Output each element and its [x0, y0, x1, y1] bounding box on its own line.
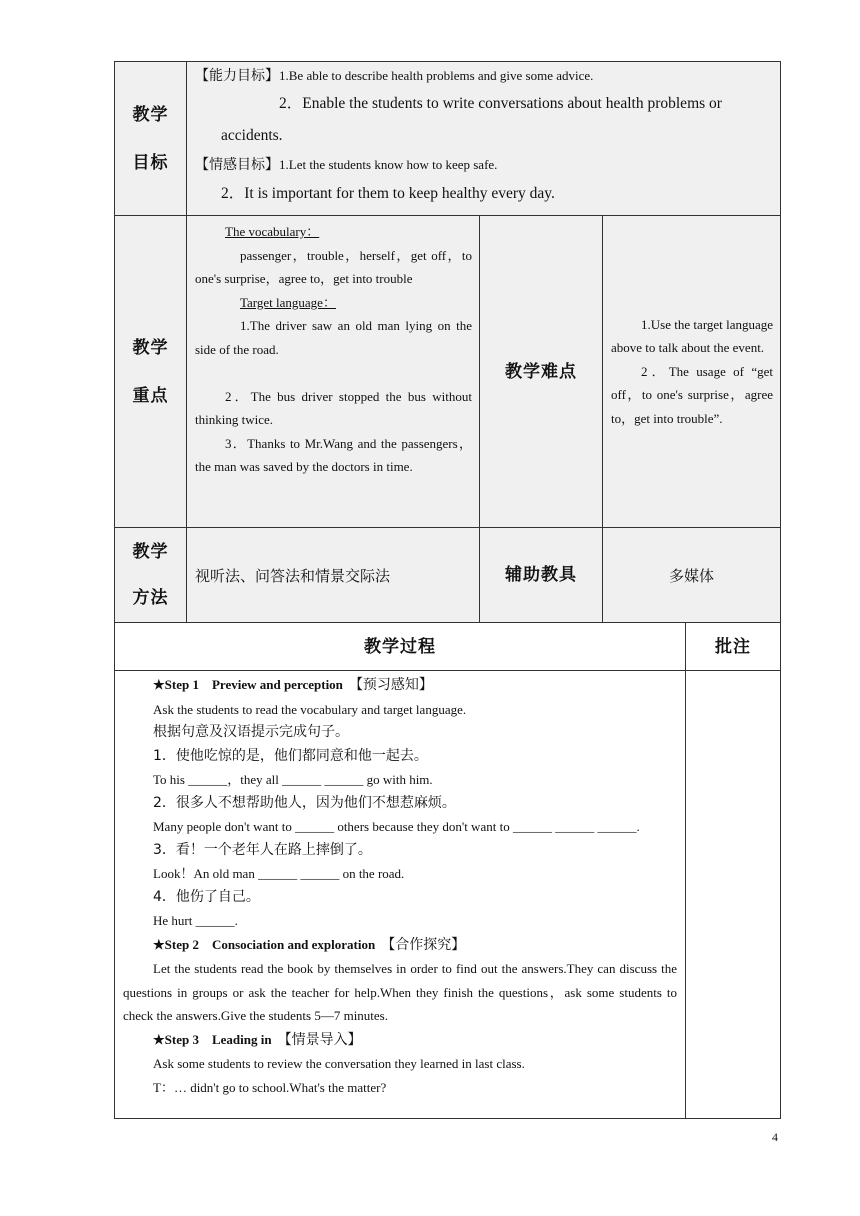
step2-tag: 【合作探究】	[388, 936, 466, 953]
difficulty-2: 2．The usage of “get off，to one's surprise，agree to，get into trouble”.	[611, 363, 774, 426]
methods-text: 视听法、问答法和情景交际法	[187, 528, 480, 623]
process-heading: 教学过程	[115, 623, 686, 671]
process-content	[115, 671, 686, 1119]
difficulties-label: 教学难点	[480, 216, 603, 528]
objectives-label-cell	[115, 62, 187, 216]
difficulties-content	[603, 216, 781, 528]
objectives-content	[187, 62, 781, 216]
question-3-en: Look！An old man ______ ______ on the road.	[153, 866, 405, 881]
ability-2b: accidents.	[221, 127, 283, 144]
step3-title: ★Step 3 Leading in	[153, 1031, 272, 1047]
aids-label: 辅助教具	[480, 528, 603, 623]
ability-label: 【能力目标】	[195, 68, 279, 84]
page-number: 4	[772, 1130, 778, 1144]
emotion-2: 2．It is important for them to keep healthy every day.	[221, 185, 555, 202]
emotion-label: 【情感目标】	[195, 157, 279, 173]
ability-2a: 2．Enable the students to write conversations about health problems or	[279, 95, 722, 112]
step1-intro: Ask the students to read the vocabulary and target language.	[153, 701, 467, 717]
lesson-plan-table	[114, 61, 781, 1119]
methods-label-cell	[115, 528, 187, 623]
difficulty-1: 1.Use the target language above to talk about the event.	[611, 316, 774, 356]
step3-tag: 【情景导入】	[284, 1031, 362, 1048]
step3-dialog: T：… didn't go to school.What's the matter?	[153, 1079, 387, 1095]
question-4-en: He hurt ______.	[153, 913, 238, 928]
target-3: 3．Thanks to Mr.Wang and the passengers，the man was saved by the doctors in time.	[195, 435, 472, 474]
vocab-heading: The vocabulary：	[225, 224, 320, 239]
question-2-zh: 2．很多人不想帮助他人，因为他们不想惹麻烦。	[153, 794, 456, 811]
question-2-en: Many people don't want to ______ others because they don't want to ______ ______ ______.	[153, 819, 640, 834]
process-header-row	[115, 623, 781, 671]
objectives-label: 教学目标	[132, 104, 169, 173]
step1-tag: 【预习感知】	[355, 677, 433, 693]
notes-column	[686, 671, 781, 1119]
key-points-row	[115, 216, 781, 528]
emotion-1: 1.Let the students know how to keep safe.	[279, 157, 498, 172]
notes-heading: 批注	[686, 623, 781, 671]
target-heading: Target language：	[240, 294, 336, 310]
question-1-en: To his ______，they all ______ ______ go with him.	[153, 772, 433, 787]
vocab-text: passenger，trouble，herself，get off，to one's surprise，agree to，get into trouble	[195, 247, 472, 286]
ability-1: 1.Be able to describe health problems and give some advice.	[279, 68, 594, 83]
target-2: 2．The bus driver stopped the bus without thinking twice.	[195, 388, 472, 427]
methods-label: 教学方法	[132, 542, 169, 608]
target-1: 1.The driver saw an old man lying on the side of the road.	[195, 318, 472, 357]
key-points-label: 教学重点	[132, 337, 169, 406]
methods-row	[115, 528, 781, 623]
step1-title: ★Step 1 Preview and perception	[153, 677, 343, 692]
question-1-zh: 1．使他吃惊的是，他们都同意和他一起去。	[153, 747, 428, 764]
step2-title: ★Step 2 Consociation and exploration	[153, 936, 376, 952]
question-4-zh: 4．他伤了自己。	[153, 888, 260, 905]
key-points-label-cell	[115, 216, 187, 528]
objectives-row	[115, 62, 781, 216]
key-points-content	[187, 216, 480, 528]
step3-text: Ask some students to review the conversation they learned in last class.	[153, 1056, 525, 1071]
step2-text: Let the students read the book by themselves in order to find out the answers.They can discuss the questions in groups or ask the teacher for help.When they finish the questions，ask some students to check the answers.Give the students 5—7 minutes.	[123, 961, 677, 1023]
step1-instruction: 根据句意及汉语提示完成句子。	[153, 724, 349, 740]
process-body-row	[115, 671, 781, 1119]
question-3-zh: 3．看！一个老年人在路上摔倒了。	[153, 841, 372, 858]
aids-text: 多媒体	[603, 528, 781, 623]
